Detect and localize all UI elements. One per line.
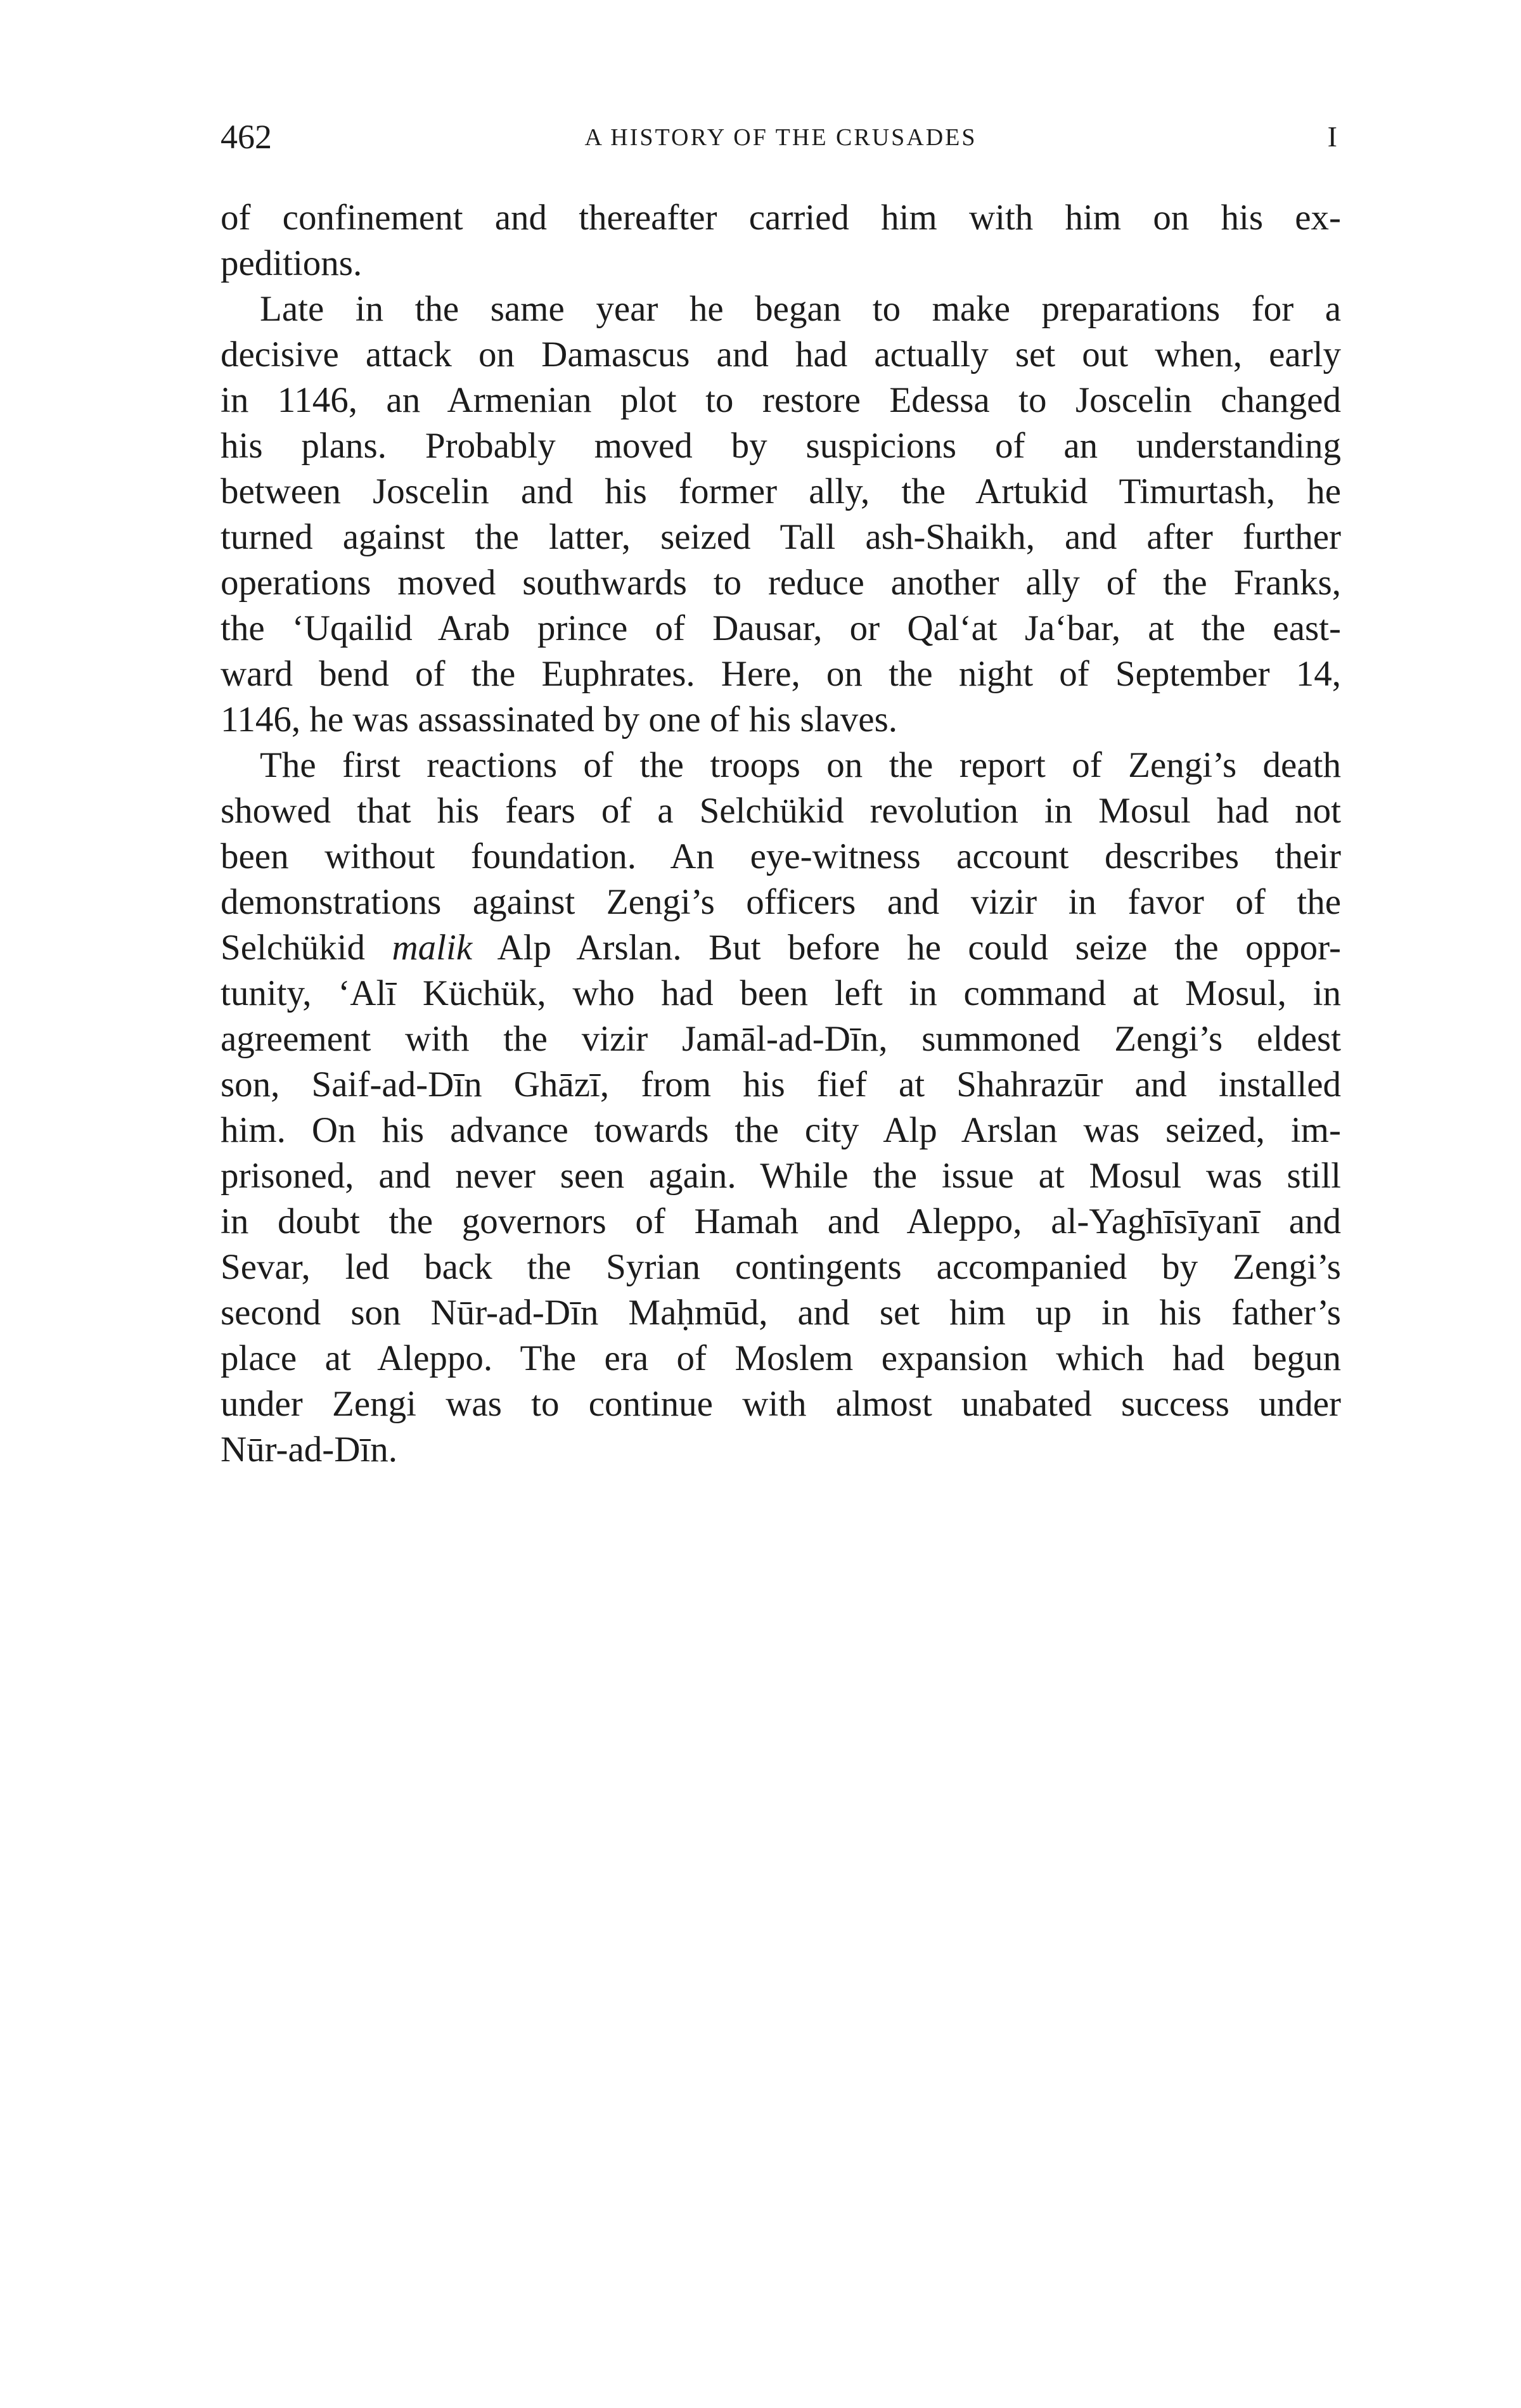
text-line: second son Nūr-ad-Dīn Maḥmūd, and set him up in his father’s (221, 1293, 1341, 1333)
text-line: 1146, he was assassinated by one of his slaves. (221, 700, 898, 740)
text-line: of confinement and thereafter carried him with him on his ex- (221, 198, 1341, 238)
text-line: under Zengi was to continue with almost unabated success under (221, 1384, 1341, 1424)
text-line: place at Aleppo. The era of Moslem expansion which had begun (221, 1338, 1341, 1378)
text-line: his plans. Probably moved by suspicions of an understanding (221, 426, 1341, 466)
text-line: operations moved southwards to reduce another ally of the Franks, (221, 563, 1341, 603)
text-line: agreement with the vizir Jamāl-ad-Dīn, summoned Zengi’s eldest (221, 1019, 1341, 1059)
text-line: son, Saif-ad-Dīn Ghāzī, from his fief at Shahrazūr and installed (221, 1065, 1341, 1105)
text-line: in 1146, an Armenian plot to restore Edessa to Joscelin changed (221, 380, 1341, 420)
running-title: A HISTORY OF THE CRUSADES (584, 124, 977, 151)
text-line: in doubt the governors of Hamah and Aleppo, al-Yaghīsīyanī and (221, 1201, 1341, 1241)
body-text (221, 195, 1341, 1473)
text-line: him. On his advance towards the city Alp Arslan was seized, im- (221, 1110, 1341, 1150)
paragraph-zengi-death (221, 743, 1341, 1473)
text-line: demonstrations against Zengi’s officers and vizir in favor of the (221, 882, 1341, 922)
paragraph-continuation (221, 195, 1341, 286)
text-line: decisive attack on Damascus and had actually set out when, early (221, 335, 1341, 375)
text-line: Sevar, led back the Syrian contingents accompanied by Zengi’s (221, 1247, 1341, 1287)
page-number: 462 (221, 118, 272, 156)
text-line: the ‘Uqailid Arab prince of Dausar, or Qal‘at Ja‘bar, at the east- (221, 608, 1341, 648)
chapter-number: I (1327, 120, 1337, 153)
text-line: showed that his fears of a Selchükid revolution in Mosul had not (221, 791, 1341, 831)
text-line: ward bend of the Euphrates. Here, on the night of September 14, (221, 654, 1341, 694)
paragraph-damascus-attack (221, 286, 1341, 743)
text-line: prisoned, and never seen again. While the issue at Mosul was still (221, 1156, 1341, 1196)
text-line: between Joscelin and his former ally, the Artukid Timurtash, he (221, 471, 1341, 511)
text-line: turned against the latter, seized Tall ash-Shaikh, and after further (221, 517, 1341, 557)
text-line: The first reactions of the troops on the report of Zengi’s death (260, 745, 1341, 785)
running-head (221, 118, 1341, 156)
text-line: Nūr-ad-Dīn. (221, 1430, 398, 1470)
text-line: Late in the same year he began to make preparations for a (260, 289, 1341, 329)
text-line: been without foundation. An eye-witness account describes their (221, 836, 1341, 876)
text-line: tunity, ‘Alī Küchük, who had been left in command at Mosul, in (221, 973, 1341, 1013)
italic-term: malik (392, 928, 473, 968)
text-line: peditions. (221, 243, 363, 283)
text-line: Selchükid malik Alp Arslan. But before he could seize the oppor- (221, 928, 1341, 968)
